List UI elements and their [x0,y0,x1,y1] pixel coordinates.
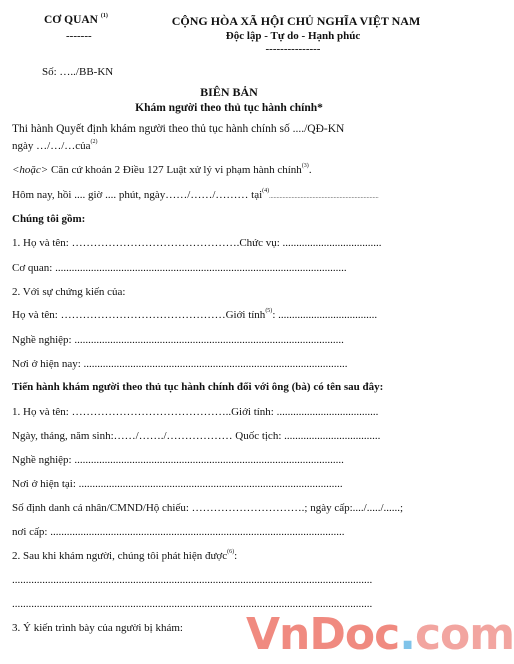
decision-line [12,124,444,136]
motto: Độc lập - Tự do - Hạnh phúc [225,30,361,42]
subject-job-line: Nghề nghiệp: .................................................................................................. [12,454,344,466]
or-label: <hoặc> [12,164,49,176]
nation-heading: CỘNG HÒA XÃ HỘI CHỦ NGHĨA VIỆT NAM [171,14,421,28]
subject-issue-line: nơi cấp: ........................................................................................................... [12,526,345,538]
motto-underline: --------------- [265,43,321,55]
decision-text: Thi hành Quyết định khám người theo thủ tục hành chính số ..../QĐ-KN [12,123,345,135]
findings-line [12,551,237,562]
agency-underline: ------- [66,30,92,42]
document-title: BIÊN BẢN [200,85,258,99]
vndoc-watermark-logo [246,609,514,660]
time-place-line [12,190,379,201]
note-3: (3) [301,163,309,169]
witness-address-line: Nơi ở hiện nay: ................................................................................................ [12,358,348,370]
legal-basis-text: Căn cứ khoản 2 Điều 127 Luật xử lý vi phạm hành chính [48,164,302,176]
agency-label: CƠ QUAN [44,14,98,26]
legal-basis-line [12,165,312,176]
watermark-com: com [414,609,514,660]
proceed-heading: Tiến hành khám người theo thủ tục hành chính đối với ông (bà) có tên sau đây: [12,381,384,393]
note-6: (6) [227,549,235,555]
note-5: (5) [265,308,273,314]
agency-footnote: (1) [100,13,108,19]
officer-name-line: 1. Họ và tên: ……………………………………….Chức vụ: .................................... [12,237,382,249]
subject-address-line: Nơi ở hiện tại: ................................................................................................ [12,478,343,490]
note-4: (4) [262,188,270,194]
witness-name-line [12,310,377,321]
witness-name-text: Họ và tên: ………………………………………Giới tính [12,309,266,321]
officer-agency-line: Cơ quan: .......................................................................................................... [12,262,347,274]
document-number: Số: …../BB-KN [42,66,114,78]
findings-end: : [234,550,238,562]
findings-dots-2: ................................................................................................................................... [12,598,373,610]
witness-gender-dots: : .................................... [272,309,378,321]
findings-dots-1: ................................................................................................................................... [12,574,373,586]
subject-id-line: Số định danh cá nhân/CMND/Hộ chiếu: ………………………….; ngày cấp:..../...../......; [12,502,404,514]
decision-date-line [12,141,98,152]
legal-basis-end: . [308,164,312,176]
members-heading: Chúng tôi gồm: [12,213,86,225]
note-2: (2) [90,139,98,145]
document-subtitle: Khám người theo thủ tục hành chính* [135,102,323,114]
witness-job-line: Nghề nghiệp: .................................................................................................. [12,334,344,346]
agency-heading [44,15,108,27]
decision-date-text: ngày …/…/…của [12,140,91,152]
subject-name-line: 1. Họ và tên: ……………………………………..Giới tính: ..................................... [12,406,379,418]
opinion-line: 3. Ý kiến trình bày của người bị khám: [12,622,183,634]
time-place-dots: ......................................................................... [269,194,379,200]
time-place-text: Hôm nay, hồi .... giờ .... phút, ngày……/……/……… tại [12,189,263,201]
findings-text: 2. Sau khi khám người, chúng tôi phát hiện được [12,550,228,562]
subject-dob-line: Ngày, tháng, năm sinh:……/……./……………… Quốc tịch: ................................... [12,430,381,442]
watermark-vndoc: VnDoc [246,609,400,660]
watermark-dot: . [399,609,415,660]
witness-heading: 2. Với sự chứng kiến của: [12,286,126,298]
